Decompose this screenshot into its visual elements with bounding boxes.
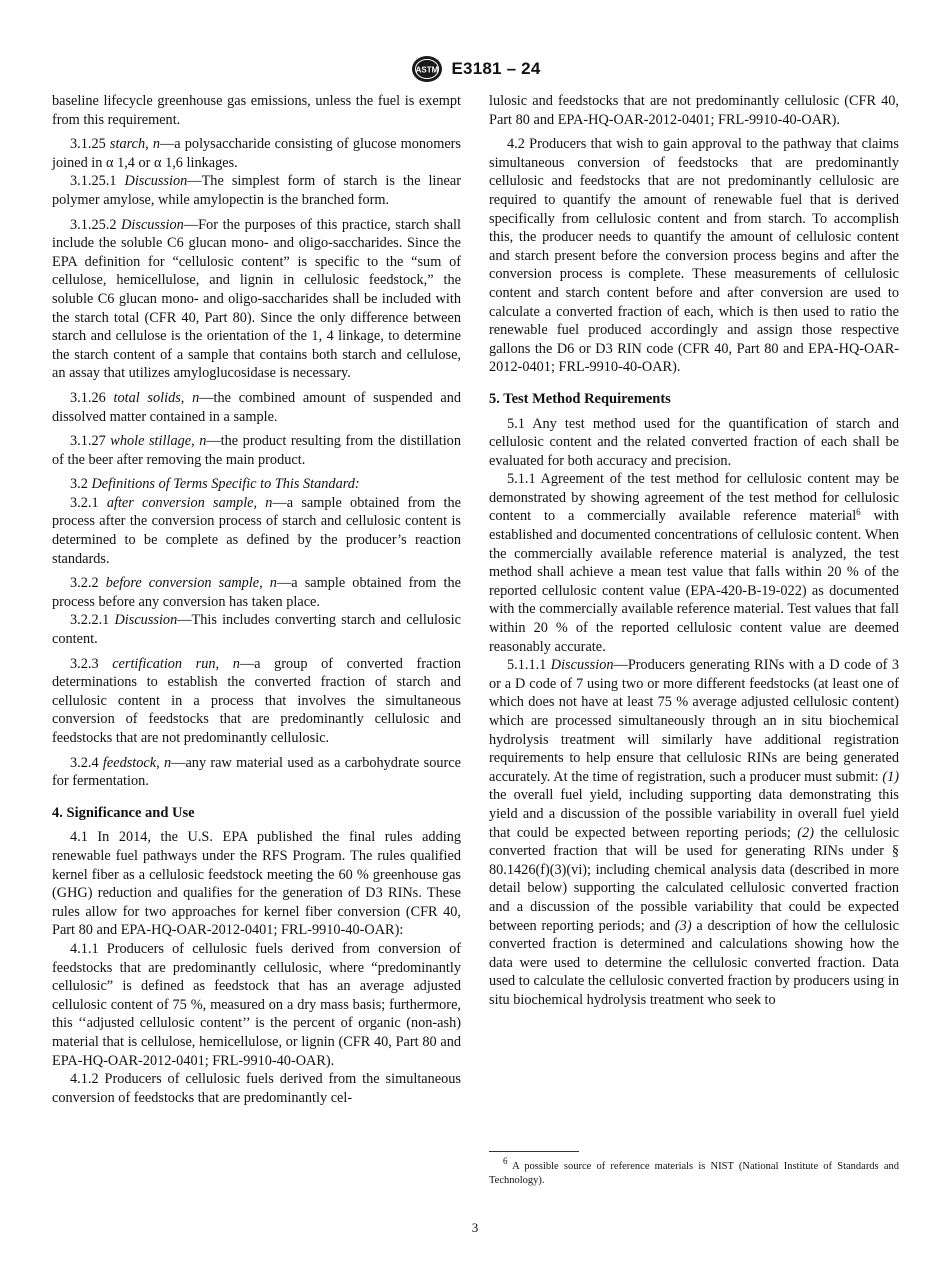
- right-column: [489, 92, 899, 1010]
- page-header: [0, 52, 950, 86]
- footnote-divider: [489, 1151, 579, 1152]
- definition-starch: 3.1.25 starch, n—a polysaccharide consisting of glucose monomers joined in α 1,4 or α 1,6 linkages.: [52, 136, 461, 171]
- document-code: E3181 – 24: [451, 59, 541, 78]
- discussion: 3.2.2.1 Discussion—This includes converting starch and cellulosic content.: [52, 612, 461, 648]
- definition-after-conversion: 3.2.1 after conversion sample, n—a sample obtained from the process after the conversion process of starch and cellulosic content is determined to be complete as defined by the producer’s reaction standards.: [52, 494, 461, 567]
- definition-whole-stillage: 3.1.27 whole stillage, n—the product resulting from the distillation of the beer after removing the main product.: [52, 433, 461, 468]
- paragraph: 4.1 In 2014, the U.S. EPA published the final rules adding renewable fuel pathways under the RFS Program. The rules qualified kernel fiber as a cellulosic feedstock meeting the 60 % greenhouse gas (GHG) reduction and qualifies for the generation of D3 RINs. These rules allow for two approaches for kernel fiber conversion (CFR 40, Part 80 and EPA-HQ-OAR-2012-0401; FRL-9910-40-OAR):: [52, 829, 461, 939]
- definition-before-conversion: 3.2.2 before conversion sample, n—a sample obtained from the process before any conversion has taken place.: [52, 575, 461, 610]
- left-column: [52, 92, 461, 1107]
- paragraph: lulosic and feedstocks that are not predominantly cellulosic (CFR 40, Part 80 and EPA-HQ-OAR-2012-0401; FRL-9910-40-OAR).: [489, 93, 899, 128]
- footnote: $^6$ A possible source of reference materials is NIST (National Institute of Standards and Technology).: [489, 1156, 899, 1186]
- paragraph: 5.1 Any test method used for the quantification of starch and cellulosic content and the related converted fraction of each shall be evaluated for both accuracy and precision.: [489, 415, 899, 469]
- section-heading: 3.2 Definitions of Terms Specific to This Standard:: [70, 476, 360, 493]
- svg-text:ASTM: ASTM: [415, 65, 438, 75]
- section-heading-5: 5. Test Method Requirements: [489, 390, 671, 407]
- discussion: 3.1.25.1 Discussion—The simplest form of starch is the linear polymer amylose, while amylopectin is the branched form.: [52, 173, 461, 208]
- discussion: 3.1.25.2 Discussion—For the purposes of this practice, starch shall include the soluble C6 glucan mono- and oligo-saccharides. Since the EPA definition for “cellulosic content” is specific to the “sum of cellulose, hemicellulose, and lignin in cellulosic feedstock,” the soluble C6 glucan mono- and oligo-saccharides shall be included with the starch total (CFR 40, Part 80). Since the only difference between starch and cellulose is the orientation of the 1, 4 linkage, to determine the starch content of a sample that contains both starch and cellulose, an assay that utilizes amyloglucosidase is necessary.: [52, 216, 461, 382]
- paragraph: 5.1.1 Agreement of the test method for cellulosic content may be demonstrated by showing agreement of the test method for cellulosic content to a commercially available reference material$^6$ with established and documented concentrations of cellulosic content. When the commercially available reference material is analyzed, the test method shall achieve a mean test value that falls within 20 % of the reported cellulosic content value (EPA-420-B-19-022) as documented with the commercially available reference material. Test values that fall within 20 % of the reported cellulosic content value are deemed reasonably accurate.: [489, 471, 899, 655]
- paragraph: 4.2 Producers that wish to gain approval to the pathway that claims simultaneous conversion of feedstocks that are predominantly cellulosic and feedstocks that are not predominantly cellulosic are required to quantify the amount of renewable fuel that is derived specifically from cellulosic content and from starch. To accomplish this, the producer needs to quantify the amount of cellulosic content and starch present before the conversion process begins and after the conversion process is complete. These measurements of cellulosic content and starch content before and after conversion are used to calculate a converted fraction of each, which is then used to ratio the renewable fuel produced accordingly and assign those respective gallons the D6 or D3 RIN code (CFR 40, Part 80 and EPA-HQ-OAR-2012-0401; FRL-9910-40-OAR).: [489, 136, 899, 376]
- definition-feedstock: 3.2.4 feedstock, n—any raw material used as a carbohydrate source for fermentation.: [52, 754, 462, 790]
- page-number: 3: [471, 1220, 479, 1235]
- section-heading-4: 4. Significance and Use: [52, 804, 195, 821]
- paragraph: baseline lifecycle greenhouse gas emissions, unless the fuel is exempt from this requirement.: [52, 93, 461, 128]
- astm-logo-icon: [410, 54, 444, 84]
- paragraph: 4.1.2 Producers of cellulosic fuels derived from the simultaneous conversion of feedstocks that are predominantly cel-: [52, 1071, 461, 1106]
- definition-certification-run: 3.2.3 certification run, n—a group of converted fraction determinations to establish the converted fraction of starch and cellulosic content in a process that involves the simultaneous conversion of feedstocks that are predominantly cellulosic and feedstocks that are not predominantly cellulosic.: [52, 655, 461, 746]
- footnote-ref: 6: [856, 507, 861, 518]
- discussion: 5.1.1.1 Discussion—Producers generating RINs with a D code of 3 or a D code of 7 using two or more different feedstocks (at least one of which does not have at least 75 % average adjusted cellulosic content) which are processed simultaneously through an in situ biochemical hydrolysis treatment will similarly have additional registration requirements to help ensure that cellulosic RINs are being generated accurately. At the time of registration, such a producer must submit: (1) the overall fuel yield, including supporting data demonstrating this yield and a discussion of the possible variability in overall fuel yield that could be expected between reporting periods; (2) the cellulosic converted fraction that will be used for generating RINs under § 80.1426(f)(3)(vi); including chemical analysis data (described in more detail below) supporting the calculated cellulosic converted fraction and a discussion of the possible variability that could be expected between reporting periods; and (3) a description of how the cellulosic converted fraction is determined and calculations showing how the data were used to determine the cellulosic converted fraction. Data used to calculate the cellulosic converted fraction by producers using in situ biochemical hydrolysis treatment who seek to: [489, 657, 899, 1008]
- definition-total-solids: 3.1.26 total solids, n—the combined amount of suspended and dissolved matter contained in a sample.: [52, 389, 462, 425]
- paragraph: 4.1.1 Producers of cellulosic fuels derived from conversion of feedstocks that are predominantly cellulosic, where “predominantly cellulosic” is defined as feedstock that has an average adjusted cellulosic content of 75 %, measured on a dry mass basis; furthermore, this ‘‘adjusted cellulosic content’’ is the percent of organic (non-ash) material that is cellulose, hemicellulose, or lignin (CFR 40, Part 80 and EPA-HQ-OAR-2012-0401; FRL-9910-40-OAR).: [52, 940, 461, 1069]
